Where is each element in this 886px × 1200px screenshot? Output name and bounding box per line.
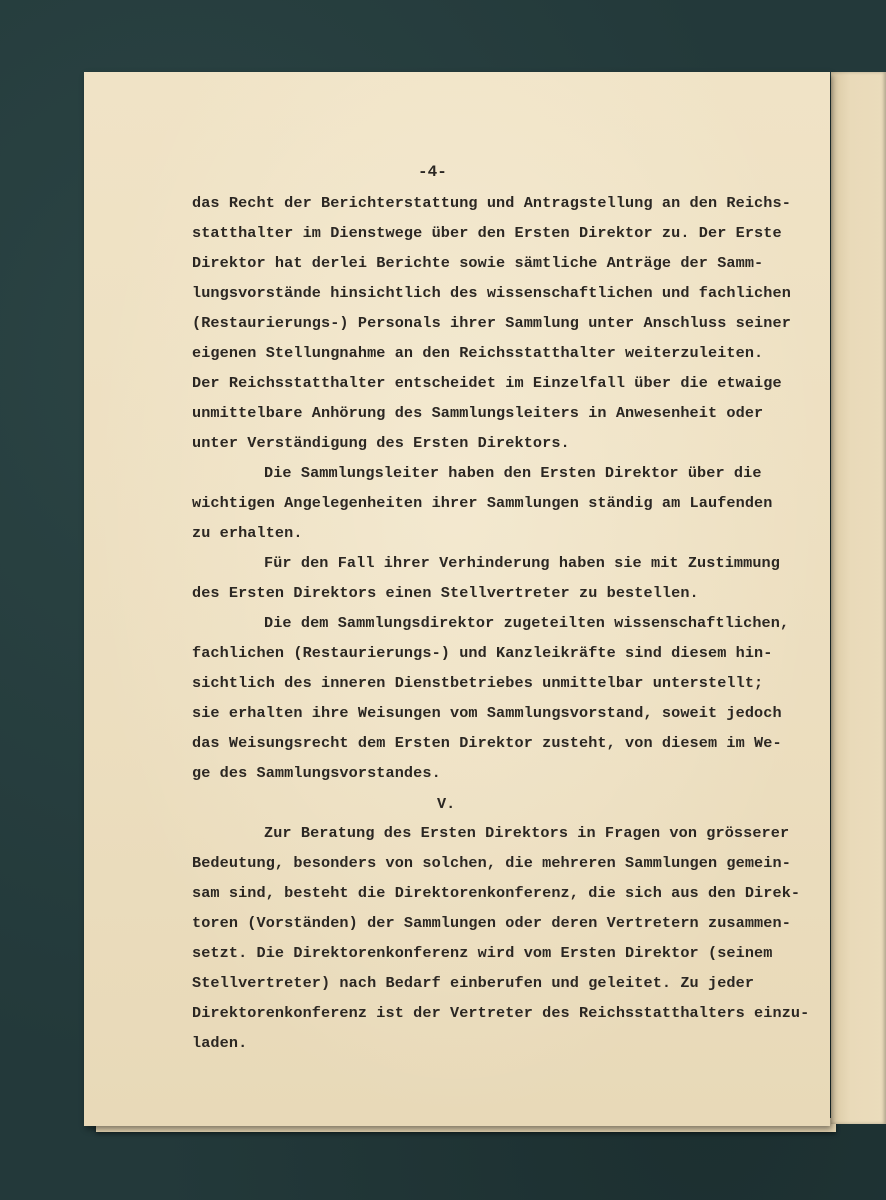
text-line: Stellvertreter) nach Bedarf einberufen und geleitet. Zu jeder <box>192 974 755 992</box>
text-line: (Restaurierungs-) Personals ihrer Sammlung unter Anschluss seiner <box>192 314 791 332</box>
page-number: -4- <box>418 163 447 181</box>
text-line: zu erhalten. <box>192 524 303 542</box>
text-line: Zur Beratung des Ersten Direktors in Fragen von grösserer <box>264 824 790 842</box>
text-line: Direktorenkonferenz ist der Vertreter des Reichsstatthalters einzu- <box>192 1004 810 1022</box>
text-line: unmittelbare Anhörung des Sammlungsleiters in Anwesenheit oder <box>192 404 764 422</box>
text-line: das Weisungsrecht dem Ersten Direktor zusteht, von diesem im We- <box>192 734 782 752</box>
text-line: Der Reichsstatthalter entscheidet im Einzelfall über die etwaige <box>192 374 782 392</box>
text-line: lungsvorstände hinsichtlich des wissenschaftlichen und fachlichen <box>192 284 791 302</box>
text-line: eigenen Stellungnahme an den Reichsstatthalter weiterzuleiten. <box>192 344 764 362</box>
text-line: Für den Fall ihrer Verhinderung haben sie mit Zustimmung <box>264 554 780 572</box>
text-line: toren (Vorständen) der Sammlungen oder deren Vertretern zusammen- <box>192 914 791 932</box>
text-line: unter Verständigung des Ersten Direktors. <box>192 434 570 452</box>
text-line: sam sind, besteht die Direktorenkonferenz, die sich aus den Direk- <box>192 884 801 902</box>
text-line: ge des Sammlungsvorstandes. <box>192 764 441 782</box>
text-line: fachlichen (Restaurierungs-) und Kanzleikräfte sind diesem hin- <box>192 644 773 662</box>
text-line: Die Sammlungsleiter haben den Ersten Direktor über die <box>264 464 762 482</box>
section-heading: V. <box>437 795 456 813</box>
text-line: sie erhalten ihre Weisungen vom Sammlungsvorstand, soweit jedoch <box>192 704 782 722</box>
text-line: statthalter im Dienstwege über den Ersten Direktor zu. Der Erste <box>192 224 782 242</box>
text-line: das Recht der Berichterstattung und Antragstellung an den Reichs- <box>192 194 791 212</box>
text-line: wichtigen Angelegenheiten ihrer Sammlungen ständig am Laufenden <box>192 494 773 512</box>
adjacent-page-edge <box>831 72 886 1124</box>
text-line: Bedeutung, besonders von solchen, die mehreren Sammlungen gemein- <box>192 854 791 872</box>
text-line: des Ersten Direktors einen Stellvertreter zu bestellen. <box>192 584 699 602</box>
text-line: sichtlich des inneren Dienstbetriebes unmittelbar unterstellt; <box>192 674 764 692</box>
text-line: Die dem Sammlungsdirektor zugeteilten wissenschaftlichen, <box>264 614 790 632</box>
text-line: laden. <box>192 1034 248 1052</box>
text-line: Direktor hat derlei Berichte sowie sämtliche Anträge der Samm- <box>192 254 764 272</box>
text-line: setzt. Die Direktorenkonferenz wird vom Ersten Direktor (seinem <box>192 944 773 962</box>
